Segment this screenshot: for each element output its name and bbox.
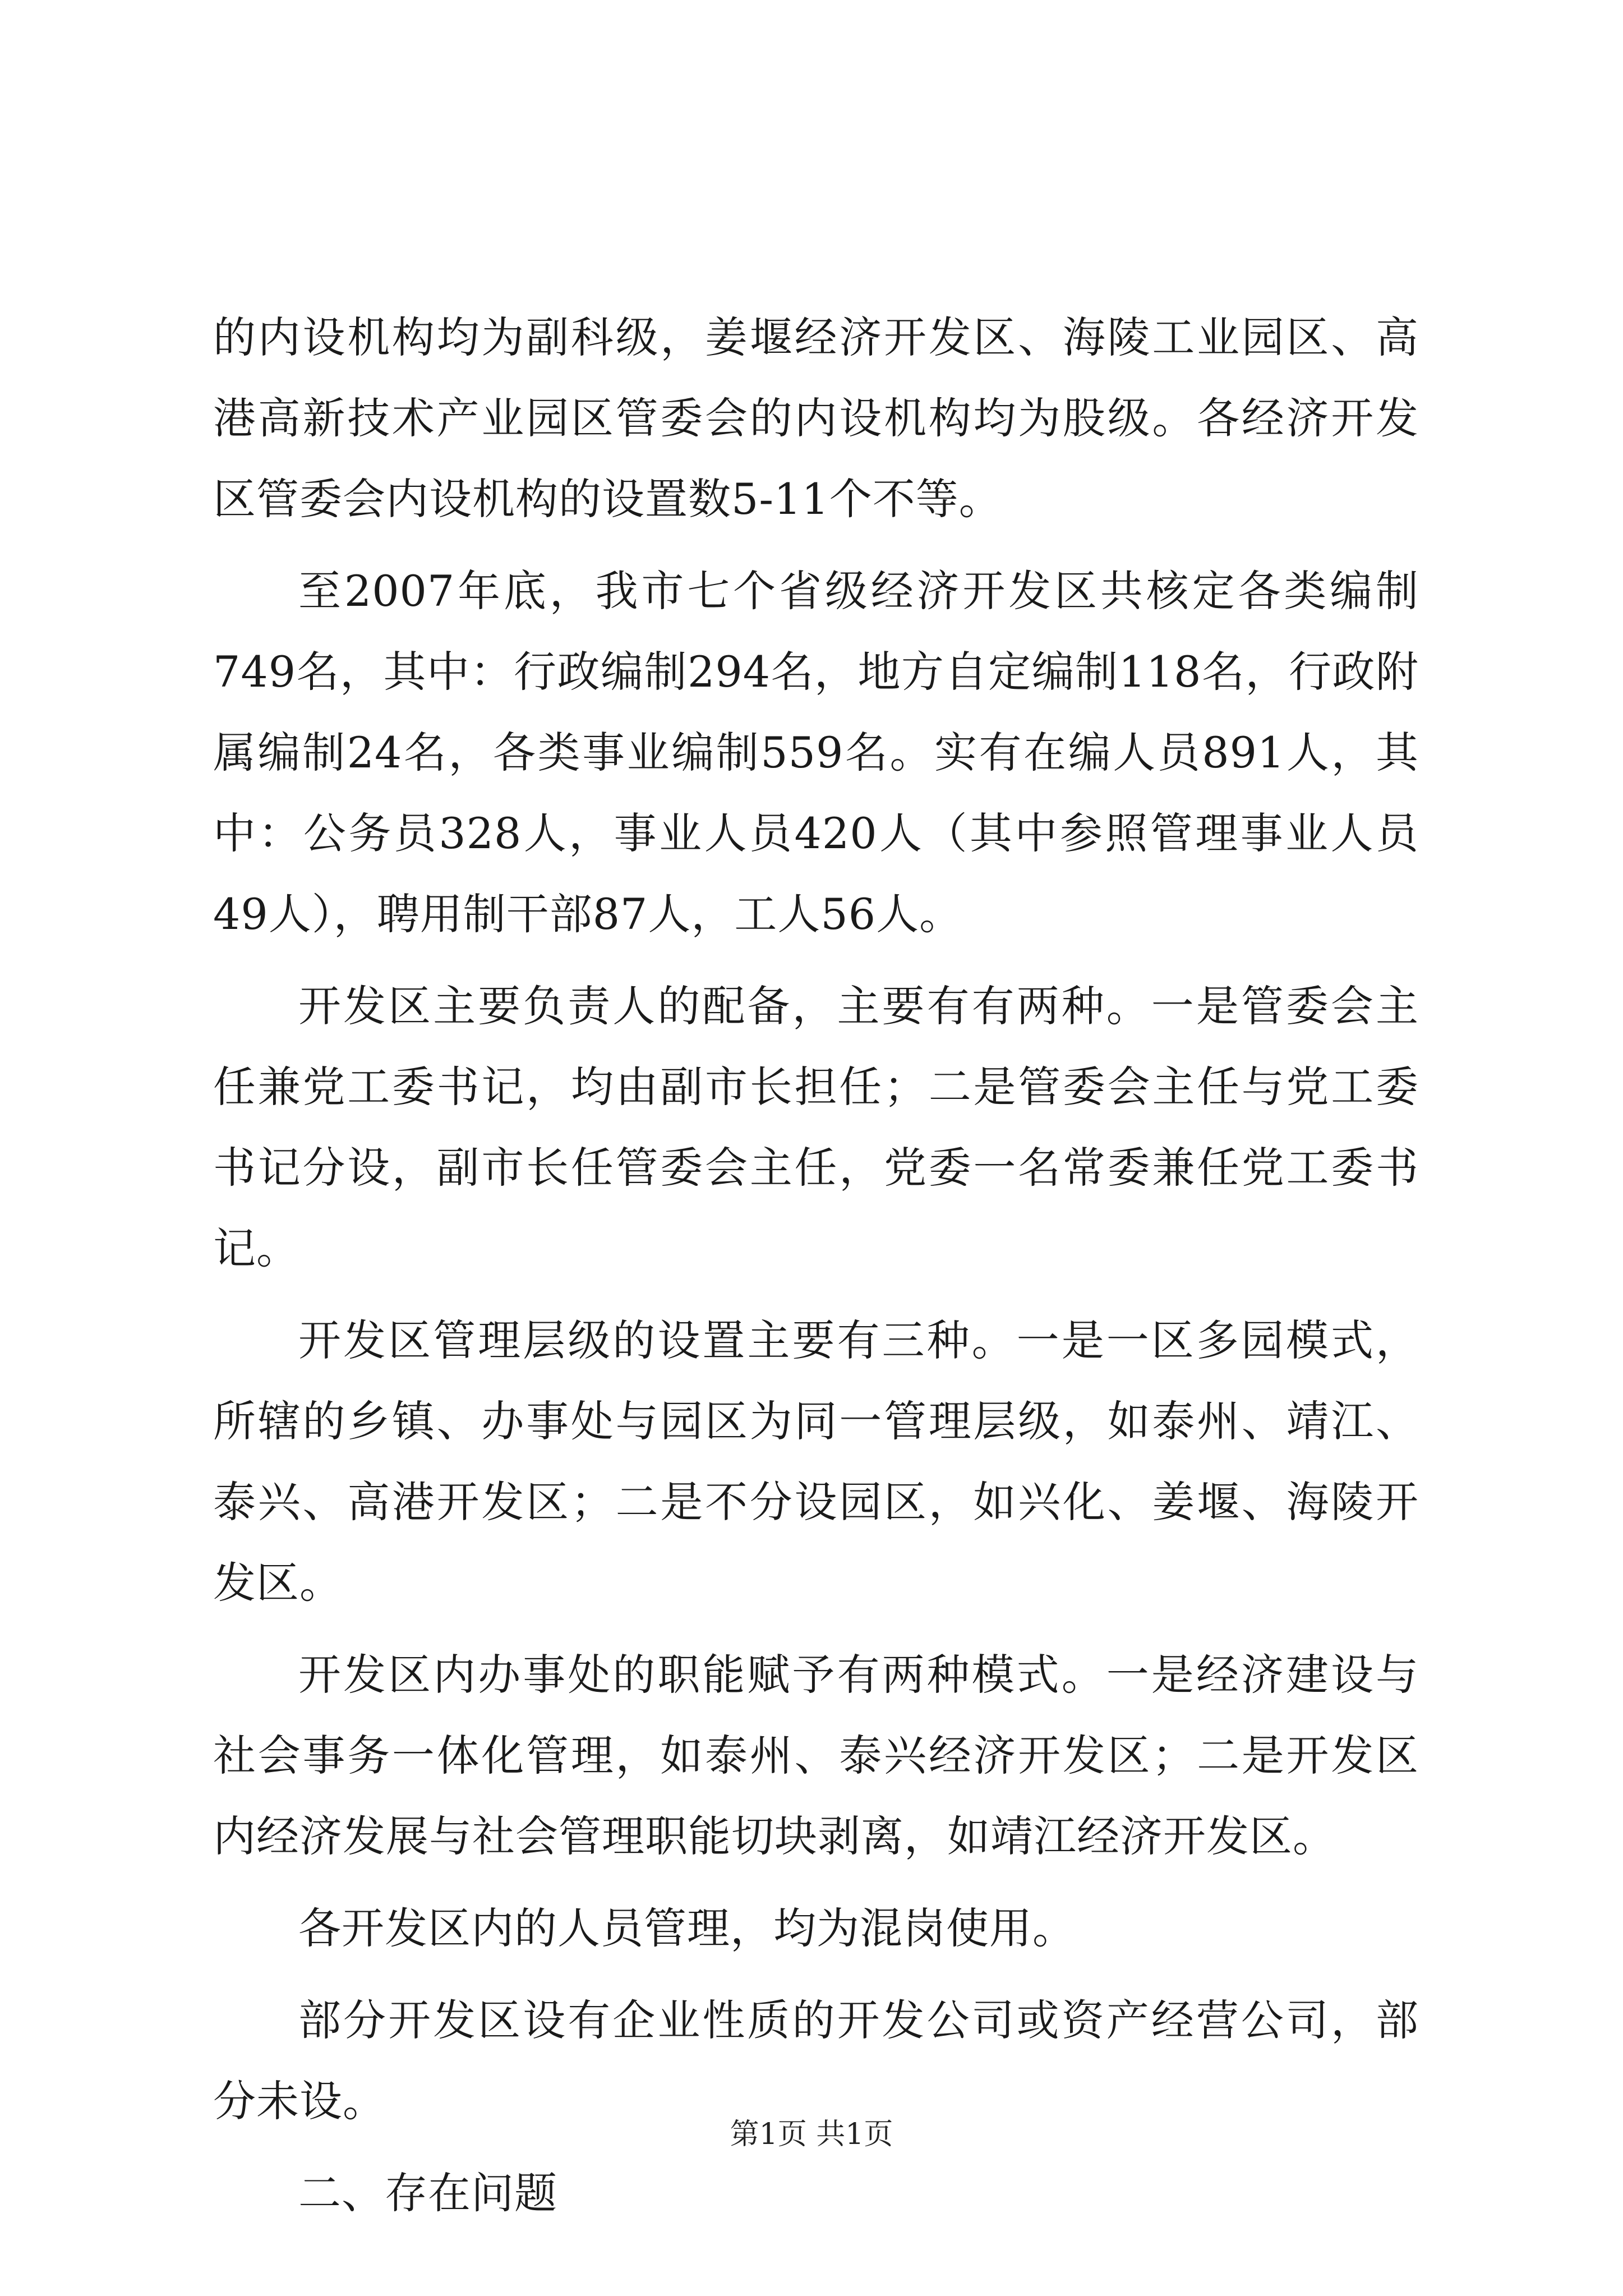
section-heading-problems: 二、存在问题 (298, 2168, 557, 2218)
paragraph-development-companies: 部分开发区设有企业性质的开发公司或资产经营公司，部分未设。 (213, 1995, 1419, 2126)
page-footer (0, 2115, 1623, 2154)
paragraph-leadership: 开发区主要负责人的配备，主要有有两种。一是管委会主任兼党工委书记，均由副市长担任；二是管委会主任与党工委书记分设，副市长任管委会主任，党委一名常委兼任党工委书记。 (213, 981, 1419, 1273)
paragraph-management-levels: 开发区管理层级的设置主要有三种。一是一区多园模式，所辖的乡镇、办事处与园区为同一管理层级，如泰州、靖江、泰兴、高港开发区；二是不分设园区，如兴化、姜堰、海陵开发区。 (213, 1315, 1419, 1608)
paragraph-staffing-quota: 至2007年底，我市七个省级经济开发区共核定各类编制749名，其中：行政编制294名，地方自定编制118名，行政附属编制24名，各类事业编制559名。实有在编人员891人，其中：公务员328人，事业人员420人（其中参照管理事业人员49人），聘用制干部87人，工人56人。 (213, 566, 1419, 939)
paragraph-personnel-management: 各开发区内的人员管理，均为混岗使用。 (298, 1903, 1076, 1953)
paragraph-office-functions: 开发区内办事处的职能赋予有两种模式。一是经济建设与社会事务一体化管理，如泰州、泰兴经济开发区；二是开发区内经济发展与社会管理职能切块剥离，如靖江经济开发区。 (213, 1650, 1419, 1861)
document-body (213, 297, 1419, 2234)
page-number: 第1页 共1页 (730, 2118, 893, 2151)
paragraph-internal-institutions: 的内设机构均为副科级，姜堰经济开发区、海陵工业园区、高港高新技术产业园区管委会的内设机构均为股级。各经济开发区管委会内设机构的设置数5-11个不等。 (213, 312, 1419, 524)
